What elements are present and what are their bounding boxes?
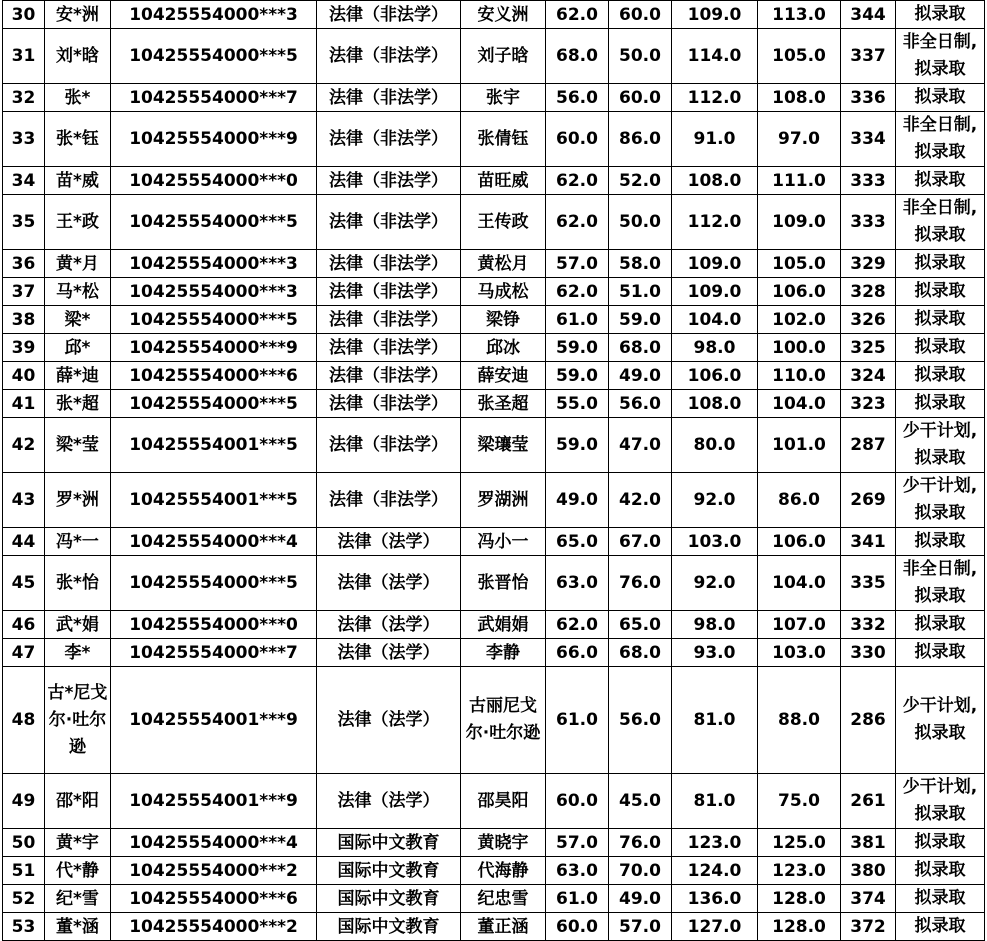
row-number-cell: 32 bbox=[3, 84, 45, 112]
table-row bbox=[3, 667, 985, 774]
score-1-cell: 60.0 bbox=[546, 913, 609, 941]
row-number-cell: 33 bbox=[3, 112, 45, 167]
admission-note-cell: 拟录取 bbox=[896, 84, 985, 112]
total-score-cell: 323 bbox=[841, 390, 896, 418]
score-1-cell: 59.0 bbox=[546, 362, 609, 390]
score-3-cell: 124.0 bbox=[672, 857, 758, 885]
candidate-id-cell: 10425554000***5 bbox=[111, 306, 317, 334]
row-number-cell: 40 bbox=[3, 362, 45, 390]
table-row bbox=[3, 774, 985, 829]
score-4-cell: 110.0 bbox=[758, 362, 841, 390]
score-1-cell: 63.0 bbox=[546, 556, 609, 611]
score-3-cell: 93.0 bbox=[672, 639, 758, 667]
score-2-cell: 49.0 bbox=[609, 885, 672, 913]
major-cell: 法律（非法学） bbox=[317, 278, 461, 306]
row-number-cell: 31 bbox=[3, 29, 45, 84]
table-row bbox=[3, 390, 985, 418]
candidate-id-cell: 10425554000***6 bbox=[111, 885, 317, 913]
score-4-cell: 86.0 bbox=[758, 473, 841, 528]
masked-name-cell: 董*涵 bbox=[45, 913, 111, 941]
score-1-cell: 62.0 bbox=[546, 278, 609, 306]
row-number-cell: 42 bbox=[3, 418, 45, 473]
row-number-cell: 47 bbox=[3, 639, 45, 667]
row-number-cell: 48 bbox=[3, 667, 45, 774]
score-2-cell: 70.0 bbox=[609, 857, 672, 885]
score-3-cell: 136.0 bbox=[672, 885, 758, 913]
masked-name-cell: 王*政 bbox=[45, 195, 111, 250]
total-score-cell: 329 bbox=[841, 250, 896, 278]
score-4-cell: 125.0 bbox=[758, 829, 841, 857]
candidate-id-cell: 10425554000***9 bbox=[111, 334, 317, 362]
admission-note-cell: 少干计划,拟录取 bbox=[896, 667, 985, 774]
row-number-cell: 46 bbox=[3, 611, 45, 639]
score-1-cell: 62.0 bbox=[546, 167, 609, 195]
total-score-cell: 374 bbox=[841, 885, 896, 913]
full-name-cell: 苗旺威 bbox=[461, 167, 546, 195]
full-name-cell: 武娟娟 bbox=[461, 611, 546, 639]
score-1-cell: 61.0 bbox=[546, 306, 609, 334]
admission-note-cell: 少干计划,拟录取 bbox=[896, 418, 985, 473]
score-4-cell: 88.0 bbox=[758, 667, 841, 774]
admission-note-cell: 拟录取 bbox=[896, 829, 985, 857]
total-score-cell: 325 bbox=[841, 334, 896, 362]
candidate-id-cell: 10425554001***9 bbox=[111, 667, 317, 774]
table-row bbox=[3, 112, 985, 167]
score-3-cell: 81.0 bbox=[672, 667, 758, 774]
major-cell: 法律（非法学） bbox=[317, 195, 461, 250]
masked-name-cell: 刘*晗 bbox=[45, 29, 111, 84]
full-name-cell: 黄松月 bbox=[461, 250, 546, 278]
score-4-cell: 123.0 bbox=[758, 857, 841, 885]
score-2-cell: 67.0 bbox=[609, 528, 672, 556]
candidate-id-cell: 10425554000***9 bbox=[111, 112, 317, 167]
full-name-cell: 李静 bbox=[461, 639, 546, 667]
score-4-cell: 75.0 bbox=[758, 774, 841, 829]
major-cell: 法律（非法学） bbox=[317, 362, 461, 390]
masked-name-cell: 马*松 bbox=[45, 278, 111, 306]
full-name-cell: 邵昊阳 bbox=[461, 774, 546, 829]
score-3-cell: 108.0 bbox=[672, 390, 758, 418]
score-2-cell: 49.0 bbox=[609, 362, 672, 390]
total-score-cell: 269 bbox=[841, 473, 896, 528]
score-2-cell: 52.0 bbox=[609, 167, 672, 195]
total-score-cell: 328 bbox=[841, 278, 896, 306]
table-row bbox=[3, 1, 985, 29]
score-1-cell: 55.0 bbox=[546, 390, 609, 418]
total-score-cell: 341 bbox=[841, 528, 896, 556]
full-name-cell: 梁瓖莹 bbox=[461, 418, 546, 473]
score-3-cell: 106.0 bbox=[672, 362, 758, 390]
major-cell: 法律（法学） bbox=[317, 774, 461, 829]
total-score-cell: 261 bbox=[841, 774, 896, 829]
candidate-id-cell: 10425554000***3 bbox=[111, 250, 317, 278]
candidate-id-cell: 10425554001***9 bbox=[111, 774, 317, 829]
full-name-cell: 梁铮 bbox=[461, 306, 546, 334]
full-name-cell: 薛安迪 bbox=[461, 362, 546, 390]
full-name-cell: 古丽尼戈尔·吐尔逊 bbox=[461, 667, 546, 774]
score-4-cell: 97.0 bbox=[758, 112, 841, 167]
score-4-cell: 113.0 bbox=[758, 1, 841, 29]
admission-note-cell: 拟录取 bbox=[896, 528, 985, 556]
table-row bbox=[3, 829, 985, 857]
score-1-cell: 59.0 bbox=[546, 334, 609, 362]
score-3-cell: 104.0 bbox=[672, 306, 758, 334]
masked-name-cell: 梁* bbox=[45, 306, 111, 334]
candidate-id-cell: 10425554001***5 bbox=[111, 473, 317, 528]
score-3-cell: 103.0 bbox=[672, 528, 758, 556]
table-row bbox=[3, 611, 985, 639]
admission-note-cell: 少干计划,拟录取 bbox=[896, 774, 985, 829]
score-4-cell: 104.0 bbox=[758, 556, 841, 611]
full-name-cell: 刘子晗 bbox=[461, 29, 546, 84]
score-2-cell: 76.0 bbox=[609, 556, 672, 611]
major-cell: 法律（非法学） bbox=[317, 1, 461, 29]
table-row bbox=[3, 29, 985, 84]
score-2-cell: 68.0 bbox=[609, 334, 672, 362]
score-2-cell: 42.0 bbox=[609, 473, 672, 528]
total-score-cell: 332 bbox=[841, 611, 896, 639]
full-name-cell: 董正涵 bbox=[461, 913, 546, 941]
major-cell: 法律（非法学） bbox=[317, 250, 461, 278]
total-score-cell: 337 bbox=[841, 29, 896, 84]
row-number-cell: 30 bbox=[3, 1, 45, 29]
row-number-cell: 53 bbox=[3, 913, 45, 941]
full-name-cell: 张宇 bbox=[461, 84, 546, 112]
score-1-cell: 57.0 bbox=[546, 250, 609, 278]
admission-note-cell: 拟录取 bbox=[896, 639, 985, 667]
full-name-cell: 马成松 bbox=[461, 278, 546, 306]
masked-name-cell: 张* bbox=[45, 84, 111, 112]
admission-note-cell: 拟录取 bbox=[896, 250, 985, 278]
score-2-cell: 57.0 bbox=[609, 913, 672, 941]
score-3-cell: 80.0 bbox=[672, 418, 758, 473]
score-1-cell: 60.0 bbox=[546, 774, 609, 829]
total-score-cell: 335 bbox=[841, 556, 896, 611]
row-number-cell: 37 bbox=[3, 278, 45, 306]
candidate-id-cell: 10425554000***4 bbox=[111, 528, 317, 556]
score-1-cell: 62.0 bbox=[546, 611, 609, 639]
score-2-cell: 58.0 bbox=[609, 250, 672, 278]
major-cell: 法律（非法学） bbox=[317, 167, 461, 195]
row-number-cell: 39 bbox=[3, 334, 45, 362]
score-3-cell: 109.0 bbox=[672, 278, 758, 306]
full-name-cell: 代海静 bbox=[461, 857, 546, 885]
row-number-cell: 38 bbox=[3, 306, 45, 334]
score-2-cell: 60.0 bbox=[609, 84, 672, 112]
full-name-cell: 张晋怡 bbox=[461, 556, 546, 611]
score-4-cell: 108.0 bbox=[758, 84, 841, 112]
score-3-cell: 91.0 bbox=[672, 112, 758, 167]
score-1-cell: 60.0 bbox=[546, 112, 609, 167]
score-3-cell: 123.0 bbox=[672, 829, 758, 857]
total-score-cell: 333 bbox=[841, 195, 896, 250]
major-cell: 国际中文教育 bbox=[317, 829, 461, 857]
score-1-cell: 62.0 bbox=[546, 195, 609, 250]
masked-name-cell: 古*尼戈尔·吐尔逊 bbox=[45, 667, 111, 774]
full-name-cell: 安义洲 bbox=[461, 1, 546, 29]
score-4-cell: 101.0 bbox=[758, 418, 841, 473]
score-4-cell: 105.0 bbox=[758, 250, 841, 278]
admission-note-cell: 拟录取 bbox=[896, 278, 985, 306]
score-1-cell: 63.0 bbox=[546, 857, 609, 885]
table-row bbox=[3, 418, 985, 473]
score-3-cell: 112.0 bbox=[672, 84, 758, 112]
score-1-cell: 61.0 bbox=[546, 667, 609, 774]
total-score-cell: 381 bbox=[841, 829, 896, 857]
score-4-cell: 102.0 bbox=[758, 306, 841, 334]
masked-name-cell: 安*洲 bbox=[45, 1, 111, 29]
score-1-cell: 57.0 bbox=[546, 829, 609, 857]
score-3-cell: 98.0 bbox=[672, 611, 758, 639]
score-2-cell: 59.0 bbox=[609, 306, 672, 334]
table-row bbox=[3, 885, 985, 913]
candidate-id-cell: 10425554000***0 bbox=[111, 167, 317, 195]
table-row bbox=[3, 362, 985, 390]
admission-note-cell: 少干计划,拟录取 bbox=[896, 473, 985, 528]
score-3-cell: 112.0 bbox=[672, 195, 758, 250]
row-number-cell: 51 bbox=[3, 857, 45, 885]
candidate-id-cell: 10425554001***5 bbox=[111, 418, 317, 473]
admission-table bbox=[2, 0, 985, 941]
major-cell: 法律（法学） bbox=[317, 556, 461, 611]
candidate-id-cell: 10425554000***7 bbox=[111, 84, 317, 112]
admission-note-cell: 拟录取 bbox=[896, 913, 985, 941]
table-row bbox=[3, 195, 985, 250]
row-number-cell: 45 bbox=[3, 556, 45, 611]
total-score-cell: 324 bbox=[841, 362, 896, 390]
table-row bbox=[3, 250, 985, 278]
masked-name-cell: 薛*迪 bbox=[45, 362, 111, 390]
score-3-cell: 108.0 bbox=[672, 167, 758, 195]
admission-note-cell: 拟录取 bbox=[896, 611, 985, 639]
candidate-id-cell: 10425554000***7 bbox=[111, 639, 317, 667]
score-1-cell: 62.0 bbox=[546, 1, 609, 29]
score-3-cell: 114.0 bbox=[672, 29, 758, 84]
score-2-cell: 56.0 bbox=[609, 390, 672, 418]
candidate-id-cell: 10425554000***2 bbox=[111, 857, 317, 885]
admission-note-cell: 拟录取 bbox=[896, 1, 985, 29]
masked-name-cell: 邱* bbox=[45, 334, 111, 362]
table-row bbox=[3, 556, 985, 611]
masked-name-cell: 邵*阳 bbox=[45, 774, 111, 829]
score-2-cell: 45.0 bbox=[609, 774, 672, 829]
total-score-cell: 330 bbox=[841, 639, 896, 667]
full-name-cell: 冯小一 bbox=[461, 528, 546, 556]
row-number-cell: 44 bbox=[3, 528, 45, 556]
major-cell: 国际中文教育 bbox=[317, 885, 461, 913]
table-row bbox=[3, 306, 985, 334]
table-row bbox=[3, 278, 985, 306]
candidate-id-cell: 10425554000***5 bbox=[111, 390, 317, 418]
score-2-cell: 65.0 bbox=[609, 611, 672, 639]
masked-name-cell: 苗*威 bbox=[45, 167, 111, 195]
score-2-cell: 76.0 bbox=[609, 829, 672, 857]
masked-name-cell: 黄*月 bbox=[45, 250, 111, 278]
score-3-cell: 109.0 bbox=[672, 1, 758, 29]
admission-note-cell: 拟录取 bbox=[896, 334, 985, 362]
score-4-cell: 103.0 bbox=[758, 639, 841, 667]
candidate-id-cell: 10425554000***2 bbox=[111, 913, 317, 941]
masked-name-cell: 张*超 bbox=[45, 390, 111, 418]
score-1-cell: 59.0 bbox=[546, 418, 609, 473]
score-4-cell: 105.0 bbox=[758, 29, 841, 84]
masked-name-cell: 冯*一 bbox=[45, 528, 111, 556]
score-1-cell: 66.0 bbox=[546, 639, 609, 667]
score-3-cell: 92.0 bbox=[672, 473, 758, 528]
row-number-cell: 49 bbox=[3, 774, 45, 829]
masked-name-cell: 纪*雪 bbox=[45, 885, 111, 913]
score-1-cell: 61.0 bbox=[546, 885, 609, 913]
major-cell: 法律（法学） bbox=[317, 611, 461, 639]
masked-name-cell: 罗*洲 bbox=[45, 473, 111, 528]
admission-note-cell: 拟录取 bbox=[896, 362, 985, 390]
major-cell: 法律（非法学） bbox=[317, 112, 461, 167]
candidate-id-cell: 10425554000***3 bbox=[111, 278, 317, 306]
admission-note-cell: 非全日制,拟录取 bbox=[896, 195, 985, 250]
total-score-cell: 287 bbox=[841, 418, 896, 473]
full-name-cell: 邱冰 bbox=[461, 334, 546, 362]
score-4-cell: 100.0 bbox=[758, 334, 841, 362]
major-cell: 法律（法学） bbox=[317, 528, 461, 556]
score-3-cell: 109.0 bbox=[672, 250, 758, 278]
admission-note-cell: 拟录取 bbox=[896, 390, 985, 418]
admission-note-cell: 非全日制,拟录取 bbox=[896, 556, 985, 611]
score-2-cell: 60.0 bbox=[609, 1, 672, 29]
score-3-cell: 81.0 bbox=[672, 774, 758, 829]
score-2-cell: 86.0 bbox=[609, 112, 672, 167]
candidate-id-cell: 10425554000***5 bbox=[111, 29, 317, 84]
masked-name-cell: 代*静 bbox=[45, 857, 111, 885]
admission-note-cell: 非全日制,拟录取 bbox=[896, 29, 985, 84]
score-2-cell: 50.0 bbox=[609, 195, 672, 250]
score-3-cell: 127.0 bbox=[672, 913, 758, 941]
major-cell: 法律（非法学） bbox=[317, 334, 461, 362]
score-4-cell: 128.0 bbox=[758, 913, 841, 941]
total-score-cell: 380 bbox=[841, 857, 896, 885]
score-1-cell: 49.0 bbox=[546, 473, 609, 528]
admission-note-cell: 拟录取 bbox=[896, 306, 985, 334]
masked-name-cell: 梁*莹 bbox=[45, 418, 111, 473]
candidate-id-cell: 10425554000***5 bbox=[111, 195, 317, 250]
major-cell: 法律（非法学） bbox=[317, 473, 461, 528]
major-cell: 法律（非法学） bbox=[317, 418, 461, 473]
total-score-cell: 336 bbox=[841, 84, 896, 112]
table-row bbox=[3, 473, 985, 528]
table-row bbox=[3, 84, 985, 112]
candidate-id-cell: 10425554000***4 bbox=[111, 829, 317, 857]
admission-note-cell: 拟录取 bbox=[896, 167, 985, 195]
score-3-cell: 98.0 bbox=[672, 334, 758, 362]
masked-name-cell: 李* bbox=[45, 639, 111, 667]
score-2-cell: 50.0 bbox=[609, 29, 672, 84]
score-2-cell: 51.0 bbox=[609, 278, 672, 306]
score-4-cell: 128.0 bbox=[758, 885, 841, 913]
major-cell: 法律（非法学） bbox=[317, 84, 461, 112]
masked-name-cell: 张*怡 bbox=[45, 556, 111, 611]
score-1-cell: 68.0 bbox=[546, 29, 609, 84]
row-number-cell: 36 bbox=[3, 250, 45, 278]
major-cell: 法律（非法学） bbox=[317, 306, 461, 334]
row-number-cell: 43 bbox=[3, 473, 45, 528]
total-score-cell: 372 bbox=[841, 913, 896, 941]
major-cell: 法律（非法学） bbox=[317, 390, 461, 418]
admission-note-cell: 拟录取 bbox=[896, 857, 985, 885]
candidate-id-cell: 10425554000***5 bbox=[111, 556, 317, 611]
full-name-cell: 纪忠雪 bbox=[461, 885, 546, 913]
row-number-cell: 52 bbox=[3, 885, 45, 913]
row-number-cell: 35 bbox=[3, 195, 45, 250]
score-4-cell: 106.0 bbox=[758, 278, 841, 306]
score-2-cell: 68.0 bbox=[609, 639, 672, 667]
major-cell: 法律（法学） bbox=[317, 667, 461, 774]
row-number-cell: 34 bbox=[3, 167, 45, 195]
major-cell: 法律（非法学） bbox=[317, 29, 461, 84]
candidate-id-cell: 10425554000***6 bbox=[111, 362, 317, 390]
table-row bbox=[3, 857, 985, 885]
score-4-cell: 106.0 bbox=[758, 528, 841, 556]
score-4-cell: 111.0 bbox=[758, 167, 841, 195]
table-row bbox=[3, 334, 985, 362]
major-cell: 国际中文教育 bbox=[317, 913, 461, 941]
masked-name-cell: 黄*宇 bbox=[45, 829, 111, 857]
score-2-cell: 47.0 bbox=[609, 418, 672, 473]
total-score-cell: 333 bbox=[841, 167, 896, 195]
table-body bbox=[3, 1, 985, 941]
score-1-cell: 65.0 bbox=[546, 528, 609, 556]
total-score-cell: 344 bbox=[841, 1, 896, 29]
masked-name-cell: 张*钰 bbox=[45, 112, 111, 167]
major-cell: 法律（法学） bbox=[317, 639, 461, 667]
score-4-cell: 109.0 bbox=[758, 195, 841, 250]
masked-name-cell: 武*娟 bbox=[45, 611, 111, 639]
score-4-cell: 107.0 bbox=[758, 611, 841, 639]
total-score-cell: 286 bbox=[841, 667, 896, 774]
candidate-id-cell: 10425554000***3 bbox=[111, 1, 317, 29]
score-3-cell: 92.0 bbox=[672, 556, 758, 611]
total-score-cell: 326 bbox=[841, 306, 896, 334]
candidate-id-cell: 10425554000***0 bbox=[111, 611, 317, 639]
major-cell: 国际中文教育 bbox=[317, 857, 461, 885]
total-score-cell: 334 bbox=[841, 112, 896, 167]
score-4-cell: 104.0 bbox=[758, 390, 841, 418]
table-row bbox=[3, 639, 985, 667]
admission-note-cell: 拟录取 bbox=[896, 885, 985, 913]
row-number-cell: 41 bbox=[3, 390, 45, 418]
table-row bbox=[3, 167, 985, 195]
full-name-cell: 黄晓宇 bbox=[461, 829, 546, 857]
full-name-cell: 罗湖洲 bbox=[461, 473, 546, 528]
row-number-cell: 50 bbox=[3, 829, 45, 857]
full-name-cell: 张圣超 bbox=[461, 390, 546, 418]
table-row bbox=[3, 528, 985, 556]
score-1-cell: 56.0 bbox=[546, 84, 609, 112]
full-name-cell: 王传政 bbox=[461, 195, 546, 250]
admission-note-cell: 非全日制,拟录取 bbox=[896, 112, 985, 167]
full-name-cell: 张倩钰 bbox=[461, 112, 546, 167]
score-2-cell: 56.0 bbox=[609, 667, 672, 774]
